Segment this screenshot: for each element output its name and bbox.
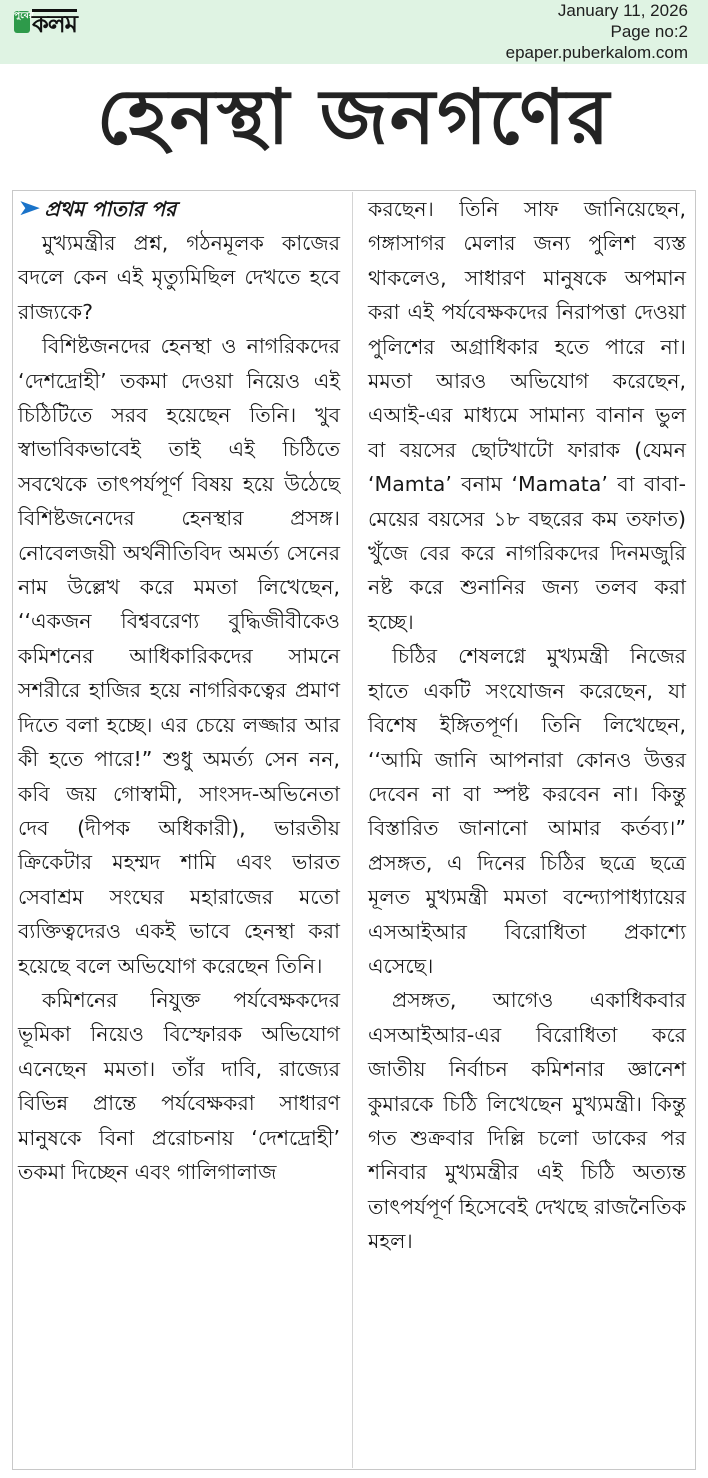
site-url[interactable]: epaper.puberkalom.com — [505, 43, 688, 62]
column-divider — [352, 192, 353, 1468]
article-column-left — [18, 192, 340, 1468]
edition-meta — [506, 0, 688, 63]
paragraph: চিঠির শেষলগ্নে মুখ্যমন্ত্রী নিজের হাতে একটি সংযোজন করেছেন, যা বিশেষ ইঙ্গিতপূর্ণ। তিনি লিখেছেন, ‘‘আমি জানি আপনারা কোনও উত্তর দেবেন না বা স্পষ্ট করবেন না। কিন্তু বিস্তারিত জানানো আমার কর্তব্য।” প্রসঙ্গত, এ দিনের চিঠির ছত্রে ছত্রে মূলত মুখ্যমন্ত্রী মমতা বন্দ্যোপাধ্যায়ের এসআইআর বিরোধিতা প্রকাশ্যে এসেছে। — [368, 644, 686, 978]
paragraph: কমিশনের নিযুক্ত পর্যবেক্ষকদের ভূমিকা নিয়েও বিস্ফোরক অভিযোগ এনেছেন মমতা। তাঁর দাবি, রাজ্যের বিভিন্ন প্রান্তে পর্যবেক্ষকরা সাধারণ মানুষকে বিনা প্ররোচনায় ‘দেশদ্রোহী’ তকমা দিচ্ছেন এবং গালিগালাজ — [18, 987, 340, 1184]
paragraph: করছেন। তিনি সাফ জানিয়েছেন, গঙ্গাসাগর মেলার জন্য পুলিশ ব্যস্ত থাকলেও, সাধারণ মানুষকে অপমান করা এই পর্যবেক্ষকদের নিরাপত্তা দেওয়া পুলিশের অগ্রাধিকার হতে পারে না। মমতা আরও অভিযোগ করেছেন, এআই-এর মাধ্যমে সামান্য বানান ভুল বা বয়সের ছোটখাটো ফারাক (যেমন ‘Mamta’ বনাম ‘Mamata’ বা বাবা-মেয়ের বয়সের ১৮ বছরের কম তফাত) খুঁজে বের করে নাগরিকদের দিনমজুরি নষ্ট করে শুনানির জন্য তলব করা হচ্ছে। — [368, 197, 686, 634]
headline-text: হেনস্থা জনগণের — [96, 71, 612, 161]
article-column-right — [368, 192, 686, 1468]
page-number: Page no:2 — [610, 22, 688, 41]
paragraph: বিশিষ্টজনদের হেনস্থা ও নাগরিকদের ‘দেশদ্রোহী’ তকমা দেওয়া নিয়েও এই চিঠিটিতে সরব হয়েছেন তিনি। খুব স্বাভাবিকভাবেই তাই এই চিঠিতে সবথেকে তাৎপর্যপূর্ণ বিষয় হয়ে উঠেছে বিশিষ্টজনেদের হেনস্থার প্রসঙ্গ। নোবেলজয়ী অর্থনীতিবিদ অমর্ত্য সেনের নাম উল্লেখ করে মমতা লিখেছেন, ‘‘একজন বিশ্ববরেণ্য বুদ্ধিজীবীকেও কমিশনের আধিকারিকদের সামনে সশরীরে হাজির হয়ে নাগরিকত্বের প্রমাণ দিতে বলা হচ্ছে। এর চেয়ে লজ্জার আর কী হতে পারে!” শুধু অমর্ত্য সেন নন, কবি জয় গোস্বামী, সাংসদ-অভিনেতা দেব (দীপক অধিকারী), ভারতীয় ক্রিকেটার মহম্মদ শামি এবং ভারত সেবাশ্রম সংঘের মহারাজের মতো ব্যক্তিত্বদেরও একই ভাবে হেনস্থা করা হয়েছে বলে অভিযোগ করেছেন তিনি। — [18, 334, 340, 978]
logo-badge: পুবের — [14, 11, 30, 33]
arrow-icon: ➤ — [17, 195, 42, 221]
paragraph: প্রসঙ্গত, আগেও একাধিকবার এসআইআর-এর বিরোধিতা করে জাতীয় নির্বাচন কমিশনার জ্ঞানেশ কুমারকে চিঠি লিখেছেন মুখ্যমন্ত্রী। কিন্তু গত শুক্রবার দিল্লি চলো ডাকের পর শনিবার মুখ্যমন্ত্রীর এই চিঠি অত্যন্ত তাৎপর্যপূর্ণ হিসেবেই দেখছে রাজনৈতিক মহল। — [368, 988, 686, 1254]
masthead-bar — [0, 0, 708, 64]
kicker-text: প্রথম পাতার পর — [44, 196, 177, 221]
edition-date: January 11, 2026 — [557, 1, 688, 20]
newspaper-logo — [14, 8, 77, 36]
paragraph: মুখ্যমন্ত্রীর প্রশ্ন, গঠনমূলক কাজের বদলে কেন এই মৃত্যুমিছিল দেখতে হবে রাজ্যকে? — [18, 231, 340, 324]
logo-text: কলম — [32, 9, 78, 38]
kicker — [18, 192, 340, 226]
headline — [0, 66, 708, 178]
